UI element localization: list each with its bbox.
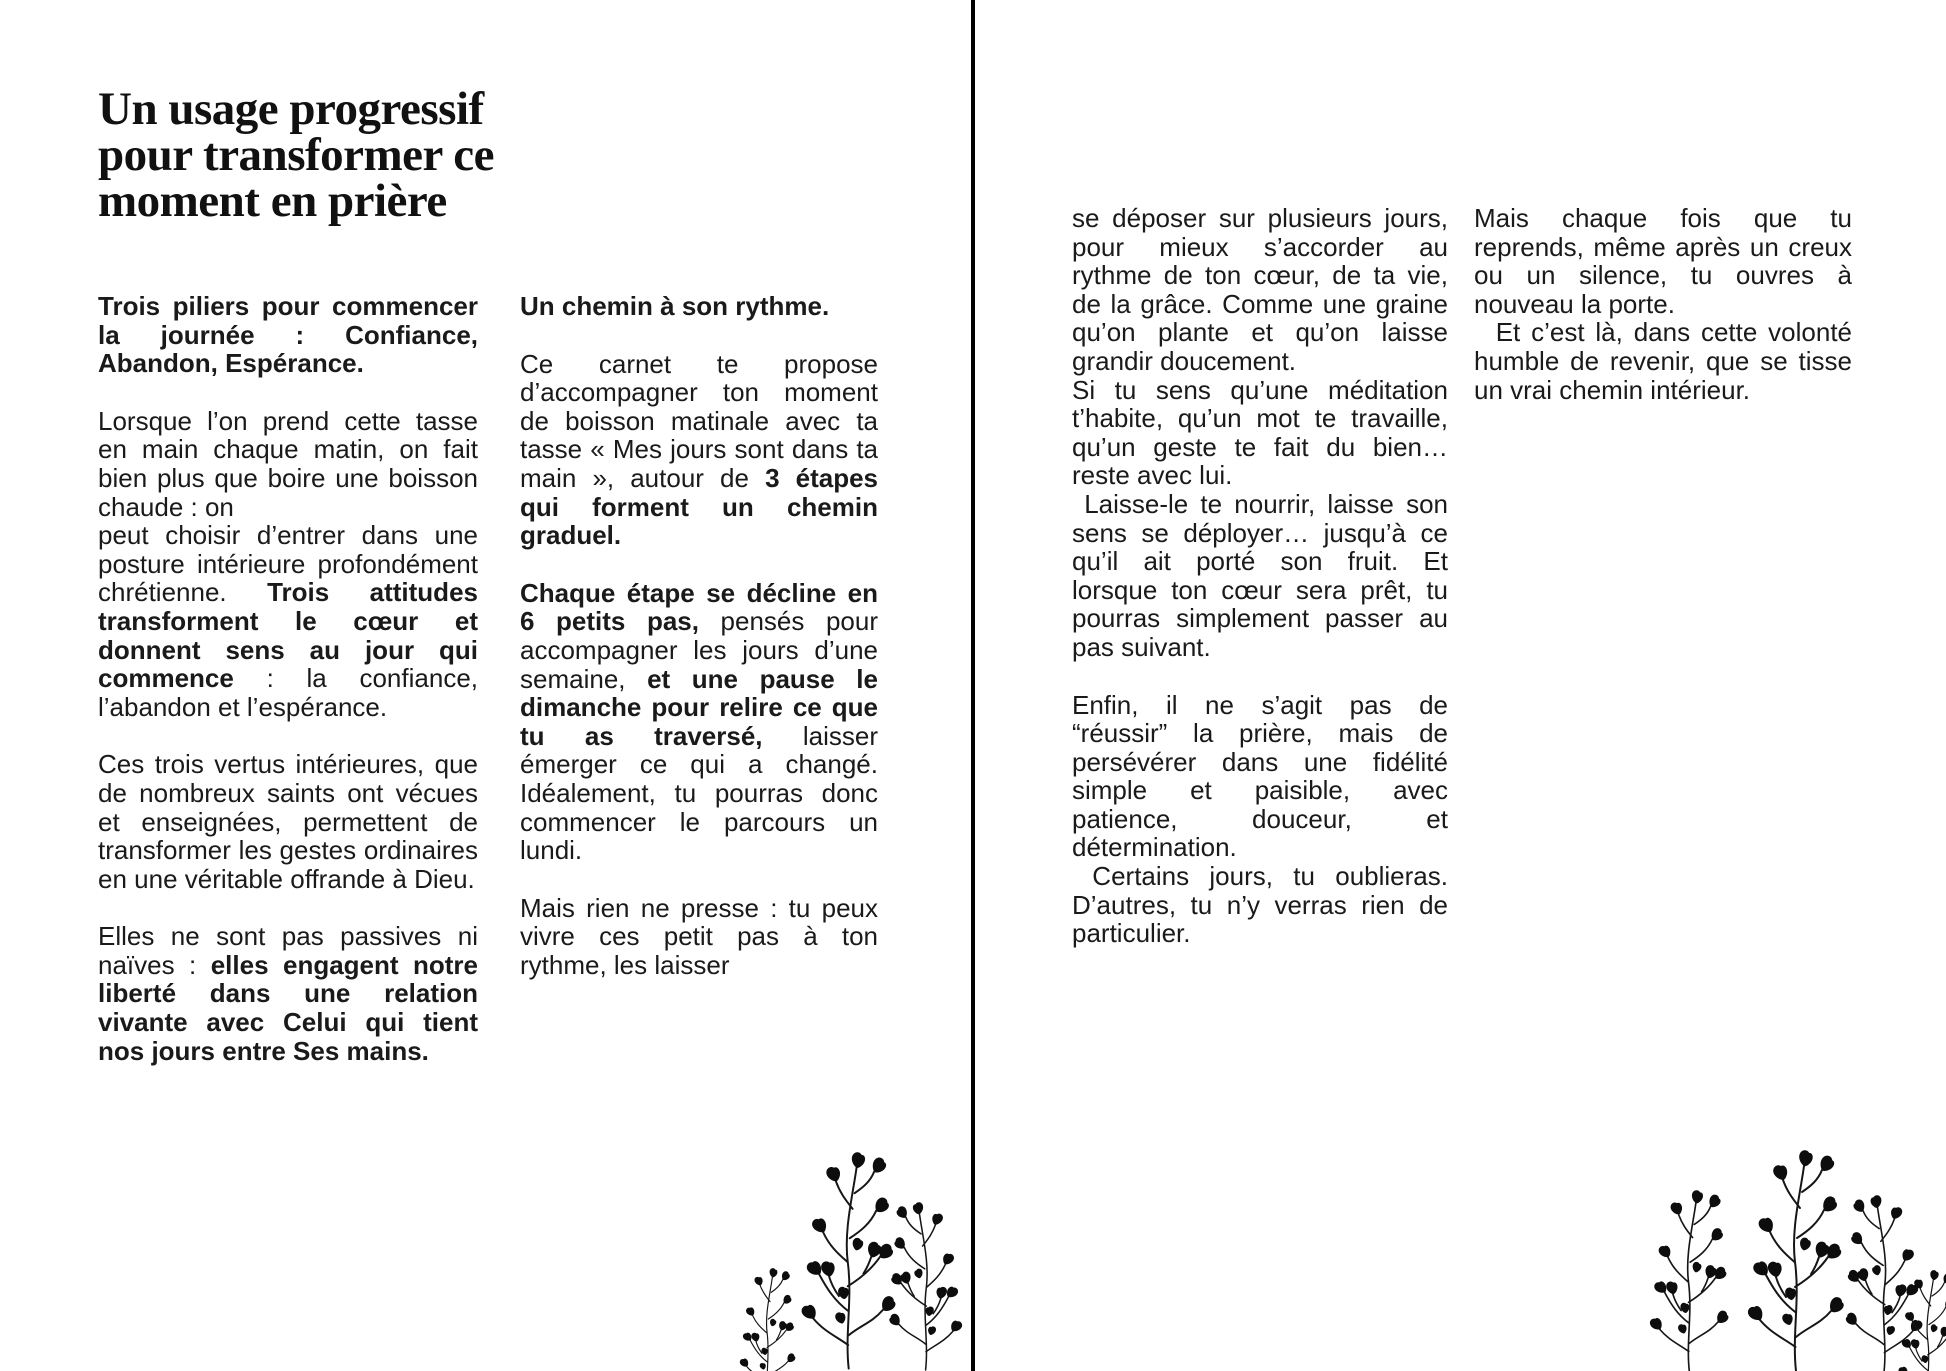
column-3 <box>1072 204 1448 948</box>
botanical-illustration-left <box>730 1150 980 1371</box>
page-divider <box>971 0 975 1371</box>
paragraph: Trois piliers pour commencer la journée : Confiance, Abandon, Espérance. <box>98 291 478 379</box>
column-1 <box>98 292 478 1065</box>
paragraph: se déposer sur plusieurs jours, pour mieux s’accorder au rythme de ton cœur, de ta vie, de la grâce. Comme une graine qu’on plante et qu’on laisse grandir doucement. Si tu sens qu’une méditation t’habite, qu’un mot te travaille, qu’un geste te fait du bien… reste avec lui. Laisse-le te nourrir, laisse son sens se déployer… jusqu’à ce qu’il ait porté son fruit. Et lorsque ton cœur sera prêt, tu pourras simplement passer au pas suivant. <box>1072 203 1448 662</box>
paragraph: Un chemin à son rythme. <box>520 291 830 321</box>
paragraph: Mais rien ne presse : tu peux vivre ces petit pas à ton rythme, les laisser <box>520 892 878 980</box>
paragraph: Lorsque l’on prend cette tasse en main chaque matin, on fait bien plus que boire une boisson chaude : on peut choisir d’entrer dans une posture intérieure profondément chrétienne. Trois attitudes transforment le cœur et donnent sens au jour qui commence : la confiance, l’abandon et l’espérance. <box>98 405 478 722</box>
botanical-illustration-right <box>1626 1150 1946 1371</box>
paragraph: Elles ne sont pas passives ni naïves : elles engagent notre liberté dans une relation vivante avec Celui qui tient nos jours entre Ses mains. <box>98 921 478 1066</box>
paragraph: Ces trois vertus intérieures, que de nombreux saints ont vécues et enseignées, permettent de transformer les gestes ordinaires en une véritable offrande à Dieu. <box>98 749 478 894</box>
paragraph: Ce carnet te propose d’accompagner ton moment de boisson matinale avec ta tasse « Mes jours sont dans ta main », autour de 3 étapes qui forment un chemin graduel. <box>520 348 878 551</box>
paragraph: Enfin, il ne s’agit pas de “réussir” la prière, mais de persévérer dans une fidélité simple et paisible, avec patience, douceur, et détermination. Certains jours, tu oublieras. D’autres, tu n’y verras rien de particulier. <box>1072 689 1448 949</box>
column-4 <box>1474 204 1852 404</box>
page-title: Un usage progressif pour transformer ce moment en prière <box>98 83 494 227</box>
paragraph: Mais chaque fois que tu reprends, même après un creux ou un silence, tu ouvres à nouveau la porte. Et c’est là, dans cette volonté humble de revenir, que se tisse un vrai chemin intérieur. <box>1474 203 1852 405</box>
paragraph: Chaque étape se décline en 6 petits pas, pensés pour accompagner les jours d’une semaine, et une pause le dimanche pour relire ce que tu as traversé, laisser émerger ce qui a changé. Idéalement, tu pourras donc commencer le parcours un lundi. <box>520 577 879 866</box>
column-2 <box>520 292 878 979</box>
